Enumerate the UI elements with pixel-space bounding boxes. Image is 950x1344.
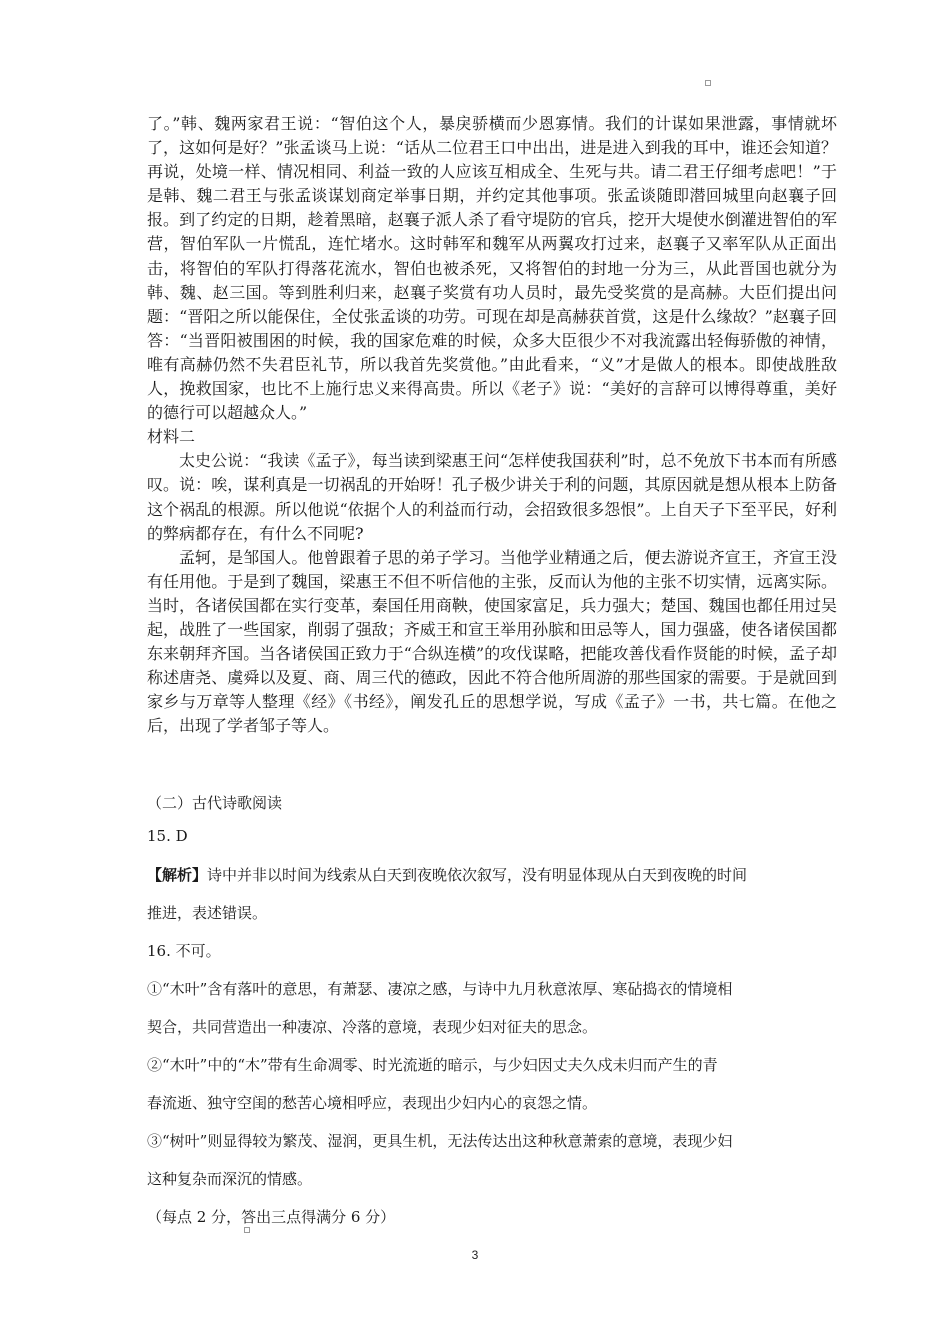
q16-point-3-line-2: 这种复杂而深沉的情感。: [147, 1170, 313, 1188]
material-one-tail: 了。”韩、魏两家君王说：“智伯这个人，暴戾骄横而少恩寡情。我们的计谋如果泄露，事情就坏了，这如何是好？”张孟谈马上说：“话从二位君王口中出出，进是进入到我的耳中，谁还会知道？再说，处境一样、情况相同、利益一致的人应该互相成全、生死与共。请二君王仔细考虑吧！”于是韩、魏二君王与张孟谈谋划商定举事日期，并约定其他事项。张孟谈随即潜回城里向赵襄子回报。到了约定的日期，趁着黑暗，赵襄子派人杀了看守堤防的官兵，挖开大堤使水倒灌进智伯的军营，智伯军队一片慌乱，连忙堵水。这时韩军和魏军从两翼攻打过来，赵襄子又率军队从正面出击，将智伯的军队打得落花流水，智伯也被杀死，又将智伯的封地一分为三，从此晋国也就分为韩、魏、赵三国。等到胜利归来，赵襄子奖赏有功人员时，最先受奖赏的是高赫。大臣们提出问题：“晋阳之所以能保住，全仗张孟谈的功劳。可现在却是高赫获首赏，这是什么缘故？”赵襄子回答：“当晋阳被围困的时候，我的国家危难的时候，众多大臣很少不对我流露出轻侮骄傲的神情，唯有高赫仍然不失君臣礼节，所以我首先奖赏他。”由此看来，“义”才是做人的根本。即使战胜敌人，挽救国家，也比不上施行忠义来得高贵。所以《老子》说：“美好的言辞可以博得尊重，美好的德行可以超越众人。”: [147, 114, 837, 423]
material-two-paragraph-2: 孟轲，是邹国人。他曾跟着子思的弟子学习。当他学业精通之后，便去游说齐宣王，齐宣王没有任用他。于是到了魏国，梁惠王不但不听信他的主张，反而认为他的主张不切实情，远离实际。当时，各诸侯国都在实行变革，秦国任用商鞅，使国家富足，兵力强大；楚国、魏国也都任用过吴起，战胜了一些国家，削弱了强敌；齐威王和宣王举用孙膑和田忌等人，国力强盛，使各诸侯国都东来朝拜齐国。当各诸侯国正致力于“合纵连横”的攻伐谋略，把能攻善伐看作贤能的时候，孟子却称述唐尧、虞舜以及夏、商、周三代的德政，因此不符合他所周游的那些国家的需要。于是就回到家乡与万章等人整理《经》《书经》，阐发孔丘的思想学说，写成《孟子》一书，共七篇。在他之后，出现了学者邹子等人。: [147, 547, 837, 736]
q15-analysis-text: 诗中并非以时间为线索从白天到夜晚依次叙写，没有明显体现从白天到夜晚的时间: [207, 866, 748, 884]
answer-section: [147, 790, 837, 1236]
placeholder-mark-icon: [244, 1227, 250, 1233]
material-two-heading: 材料二: [147, 427, 196, 447]
material-two-paragraph-1: 太史公说：“我读《孟子》，每当读到梁惠王问“怎样使我国获利”时，总不免放下书本而有所感叹。说：唉，谋利真是一切祸乱的开始呀！孔子极少讲关于利的问题，其原因就是想从根本上防备这个祸乱的根源。所以他说“依据个人的利益而行动，会招致很多怨恨”。上自天子下至平民，好利的弊病都存在，有什么不同呢?: [147, 451, 837, 543]
q16-point-2-line-2: 春流逝、独守空闺的愁苦心境相呼应，表现出少妇内心的哀怨之情。: [147, 1094, 598, 1112]
material-text: [147, 112, 837, 738]
page-number: 3: [471, 1248, 479, 1262]
analysis-tag: 【解析】: [147, 866, 208, 884]
q16-scoring-note: （每点 2 分，答出三点得满分 6 分）: [147, 1208, 396, 1226]
q16-point-3-line-1: ③“树叶”则显得较为繁茂、湿润，更具生机，无法传达出这种秋意萧索的意境，表现少妇: [147, 1132, 733, 1150]
q16-point-2-line-1: ②“木叶”中的“木”带有生命凋零、时光流逝的暗示，与少妇因丈夫久戍未归而产生的青: [147, 1056, 718, 1074]
placeholder-mark-icon: [705, 80, 711, 86]
section-two-heading: （二）古代诗歌阅读: [147, 794, 283, 812]
q15-analysis-line-2: 推进，表述错误。: [147, 904, 268, 922]
q16-point-1-line-2: 契合，共同营造出一种凄凉、冷落的意境，表现少妇对征夫的思念。: [147, 1018, 598, 1036]
q16-point-1-line-1: ①“木叶”含有落叶的意思，有萧瑟、凄凉之感，与诗中九月秋意浓厚、寒砧捣衣的情境相: [147, 980, 733, 998]
q16-answer: 16. 不可。: [147, 942, 221, 960]
q15-answer: 15. D: [147, 827, 188, 845]
q15-analysis-line-1: [147, 856, 837, 894]
